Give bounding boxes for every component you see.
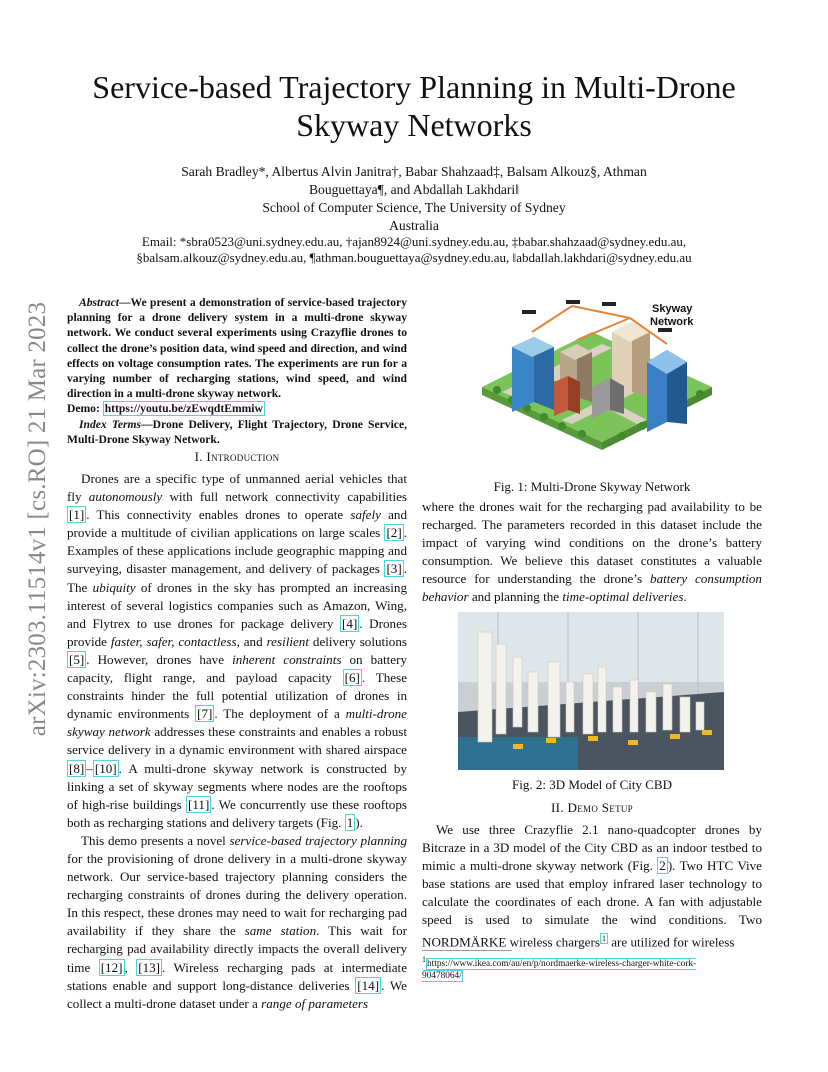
authors-line-1: Sarah Bradley*, Albertus Alvin Janitra†, Babar Shahzaad‡, Balsam Alkouz§, Athman (181, 164, 647, 179)
abstract (67, 295, 407, 447)
figure-1-caption: Fig. 1: Multi-Drone Skyway Network (493, 479, 691, 494)
right-column-body-top: where the drones wait for the recharging pad availability to be recharged. The parameters recorded in this dataset include the impact of varying wind conditions on the drone’s battery consumption. We believe this dataset constitutes a valuable resource for understanding the drone’s battery consumption behavior and planning the time-optimal deliveries. (422, 499, 762, 605)
figure-2-city-cbd-model (458, 612, 724, 770)
emails-line-2: §balsam.alkouz@sydney.edu.au, ¶athman.bouguettaya@sydney.edu.au, ‖abdallah.lakhdari@sydney.edu.au (136, 250, 692, 265)
footnote (422, 950, 767, 982)
section-heading-introduction: I. Introduction (194, 449, 280, 464)
figure-2-caption: Fig. 2: 3D Model of City CBD (512, 777, 672, 792)
skyway-label-line-2: Network (650, 316, 694, 328)
affiliation: School of Computer Science, The University of Sydney (262, 200, 566, 215)
abstract-label: Abstract (79, 296, 119, 309)
index-terms-text: —Drone Delivery, Flight Trajectory, Drone Service, Multi-Drone Skyway Network. (67, 417, 407, 446)
arxiv-id: arXiv:2303.11514v1 [cs.RO] 21 Mar 2023 (24, 301, 51, 737)
author-list (100, 163, 728, 199)
affiliation-country: Australia (389, 218, 439, 233)
demo-label: Demo: (67, 402, 103, 416)
demo-link[interactable]: https://youtu.be/zEwqdtEmmiw (104, 402, 263, 416)
figure-1-skyway-network (462, 292, 726, 462)
footnote-mark: 1 (422, 955, 426, 964)
footnote-link[interactable]: https://www.ikea.com/au/en/p/nordmaerke-wireless-charger-white-cork- 90478064/ (422, 959, 697, 982)
emails-line-1: Email: *sbra0523@uni.sydney.edu.au, †ajan8924@uni.sydney.edu.au, ‡babar.shahzaad@sydney.edu.au, (141, 234, 687, 249)
skyway-label-line-1: Skyway (652, 303, 693, 315)
demo-setup-body: We use three Crazyflie 2.1 nano-quadcopter drones by Bitcraze in a 3D model of the City CBD as an indoor testbed to mimic a multi-drone skyway network (Fig. 2 ). Two HTC Vive base stations are used that employ infrared laser technology to calculate the coordinates of each drone. A fan with adjustable speed is used to simulate the wind conditions. Two NORDMÄRKE wireless chargers $^1$ are utilized for wireless (422, 822, 762, 949)
authors-line-2: Bouguettaya¶, and Abdallah Lakhdari‖ (308, 182, 520, 197)
abstract-text: —We present a demonstration of service-based trajectory planning for a drone delivery system in a multi-drone skyway network. We conduct several experiments using Crazyflie drones to collect the drone’s position data, wind speed and direction, and wind effects on voltage consumption rates. The experiments are run for a varying number of recharging stations, wind speed, and wind direction in a multi-drone skyway network. (67, 296, 407, 401)
paper-title (60, 68, 768, 144)
title-line-1: Service-based Trajectory Planning in Multi-Drone (92, 69, 736, 105)
introduction-body: Drones are a specific type of unmanned aerial vehicles that fly autonomously with full network connectivity capabilities [1] . This connectivity enables drones to operate safely and provide a multitude of civilian applications on large scales [2] . Examples of these applications include geographic mapping and surveying, disaster management, and delivery of packages [3] . The ubiquity of drones in the sky has prompted an increasing interest of several logistics companies such as Amazon, Wing, and Flytrex to use drones for package delivery [4] . Drones provide faster, safer, contactless, and resilient delivery solutions [5] . However, drones have inherent constraints on battery capacity, flight range, and payload capacity [6] . These constraints hinder the full potential utilization of drones in dynamic environments [7] . The deployment of a multi-drone skyway network addresses these constraints and enables a robust service delivery in a dynamic environment with shared airspace [8] – [10] . A multi-drone skyway network is constructed by linking a set of skyway segments where nodes are the rooftops of high-rise buildings [11] . We concurrently use these rooftops both as recharging stations and delivery targets (Fig. 1 ). This demo presents a novel service-based trajectory planning for the provisioning of drone delivery in a multi-drone skyway network. Our service-based trajectory planning considers the recharging constraints of drones during the delivery operation. In this respect, these drones may need to wait for recharging pad availability if they share the same station. This wait for recharging pad availability directly impacts the overall delivery time [12] , [13] . Wireless recharging pads at intermediate stations enable and support long-distance deliveries [14] . We collect a multi-drone dataset under a range of parameters (67, 471, 408, 1011)
index-terms-label: Index Terms (79, 417, 142, 431)
section-heading-demo-setup: II. Demo Setup (551, 800, 633, 815)
title-line-2: Skyway Networks (296, 107, 532, 143)
arxiv-sidebar (18, 284, 58, 754)
